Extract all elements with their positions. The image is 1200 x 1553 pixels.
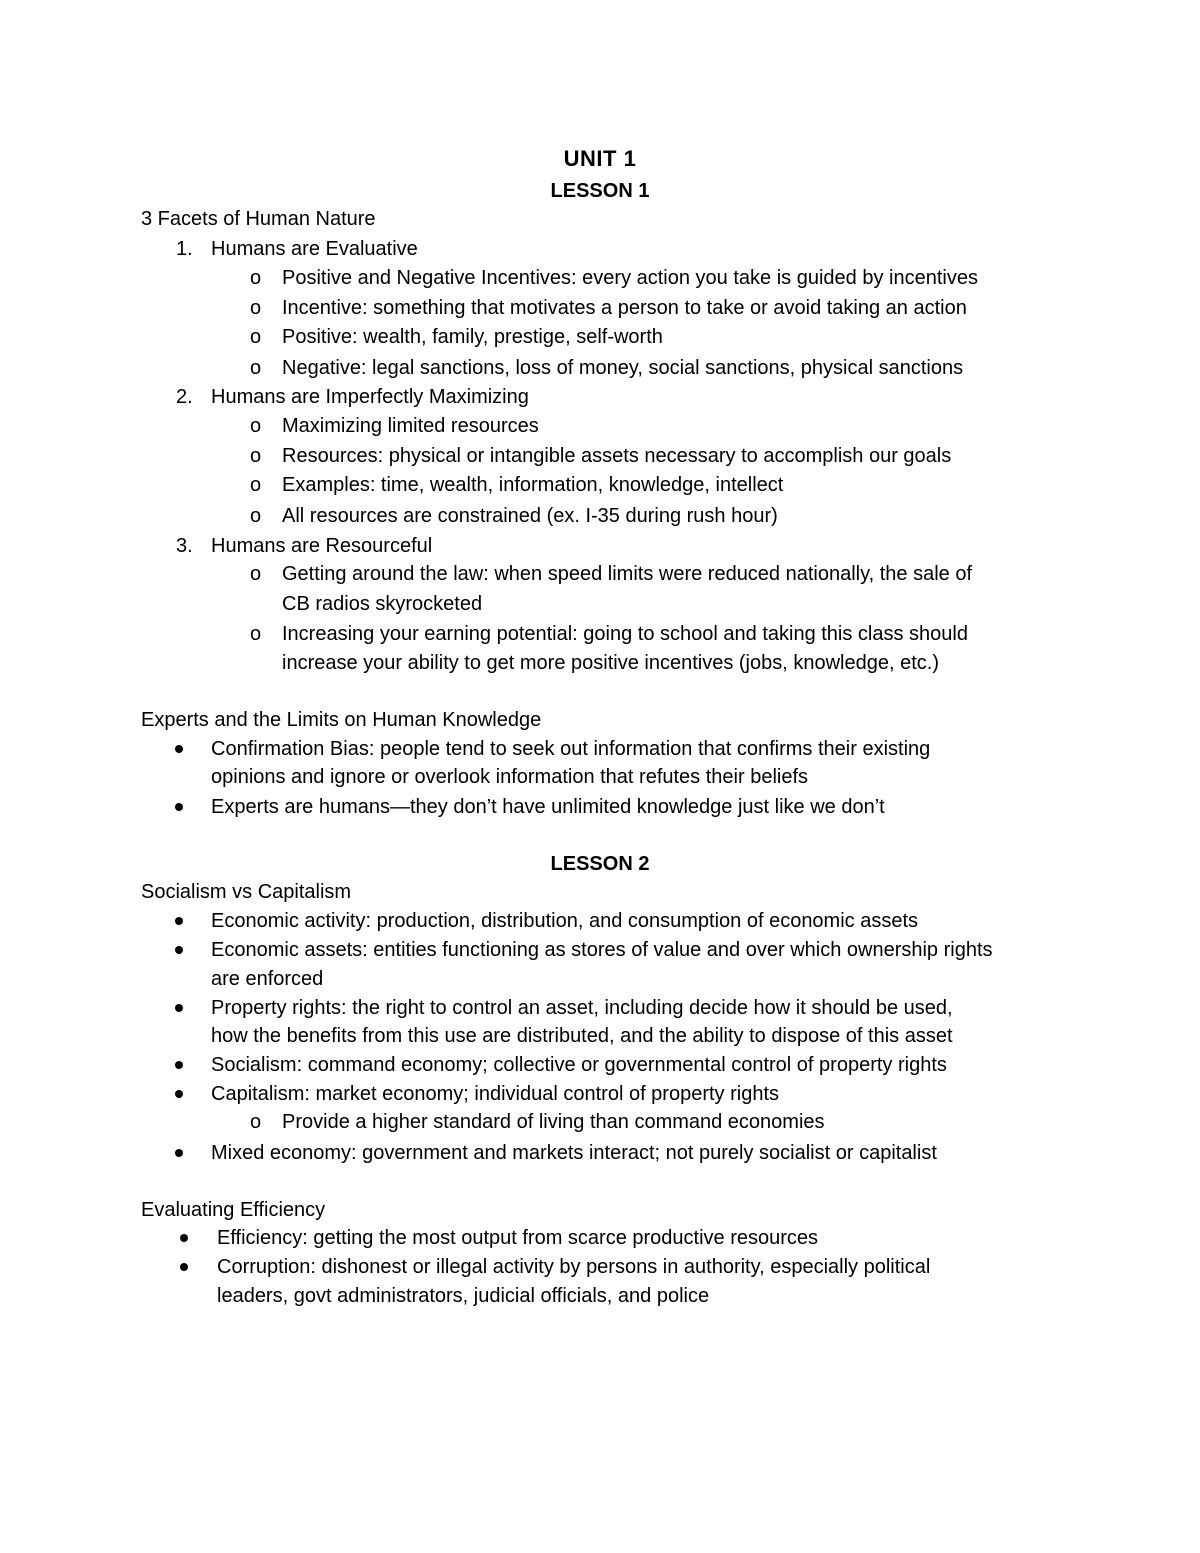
bullet-icon [175,1149,183,1157]
list-item: Negative: legal sanctions, loss of money, social sanctions, physical sanctions [282,357,964,379]
list-item: Resources: physical or intangible assets necessary to accomplish our goals [282,445,952,467]
bullet-icon [175,917,183,925]
list-item: Corruption: dishonest or illegal activity by persons in authority, especially political [217,1256,931,1278]
list-item: Positive and Negative Incentives: every action you take is guided by incentives [282,267,978,289]
item-1-label: Humans are Evaluative [211,238,418,260]
bullet-icon [175,946,183,954]
sub-bullet-marker: o [250,297,262,319]
bullet-icon [175,1004,183,1012]
bullet-icon [175,1090,183,1098]
sub-bullet-marker: o [250,415,262,437]
list-item: Maximizing limited resources [282,415,539,437]
sub-bullet-marker: o [250,505,262,527]
facets-heading: 3 Facets of Human Nature [141,208,376,230]
bullet-icon [175,803,183,811]
bullet-icon [175,1061,183,1069]
list-item: Experts are humans—they don’t have unlimited knowledge just like we don’t [211,796,885,818]
list-item: Positive: wealth, family, prestige, self-worth [282,326,663,348]
list-item-continuation: how the benefits from this use are distributed, and the ability to dispose of this asset [211,1025,953,1047]
item-3-label: Humans are Resourceful [211,535,433,557]
list-item: Economic assets: entities functioning as stores of value and over which ownership rights [211,939,993,961]
list-item: Provide a higher standard of living than command economies [282,1111,825,1133]
list-item-continuation: leaders, govt administrators, judicial officials, and police [217,1285,710,1307]
unit-title: UNIT 1 [563,146,637,171]
bullet-icon [180,1263,188,1271]
list-item: All resources are constrained (ex. I-35 during rush hour) [282,505,778,527]
sub-bullet-marker: o [250,445,262,467]
list-item: Mixed economy: government and markets interact; not purely socialist or capitalist [211,1142,937,1164]
list-item: Getting around the law: when speed limits were reduced nationally, the sale of [282,563,973,585]
list-item: Incentive: something that motivates a person to take or avoid taking an action [282,297,967,319]
list-item: Socialism: command economy; collective or governmental control of property rights [211,1054,947,1076]
sub-bullet-marker: o [250,563,262,585]
list-item: Efficiency: getting the most output from scarce productive resources [217,1227,819,1249]
list-item: Confirmation Bias: people tend to seek out information that confirms their existing [211,738,931,760]
efficiency-heading: Evaluating Efficiency [141,1199,326,1221]
socialism-heading: Socialism vs Capitalism [141,881,352,903]
list-item: Property rights: the right to control an asset, including decide how it should be used, [211,997,953,1019]
list-item-continuation: opinions and ignore or overlook information that refutes their beliefs [211,766,809,788]
item-2-label: Humans are Imperfectly Maximizing [211,386,529,408]
bullet-icon [175,745,183,753]
lesson-2-title: LESSON 2 [550,853,650,875]
item-3-number: 3. [176,535,193,557]
experts-heading: Experts and the Limits on Human Knowledge [141,709,542,731]
lesson-1-title: LESSON 1 [550,180,650,202]
list-item-continuation: increase your ability to get more positive incentives (jobs, knowledge, etc.) [282,652,939,674]
list-item: Economic activity: production, distribution, and consumption of economic assets [211,910,919,932]
list-item: Capitalism: market economy; individual control of property rights [211,1083,780,1105]
list-item: Increasing your earning potential: going to school and taking this class should [282,623,968,645]
item-1-number: 1. [176,238,193,260]
list-item: Examples: time, wealth, information, knowledge, intellect [282,474,784,496]
sub-bullet-marker: o [250,326,262,348]
sub-bullet-marker: o [250,1111,262,1133]
sub-bullet-marker: o [250,474,262,496]
sub-bullet-marker: o [250,357,262,379]
sub-bullet-marker: o [250,267,262,289]
bullet-icon [180,1234,188,1242]
item-2-number: 2. [176,386,193,408]
sub-bullet-marker: o [250,623,262,645]
list-item-continuation: CB radios skyrocketed [282,593,483,615]
list-item-continuation: are enforced [211,968,324,990]
